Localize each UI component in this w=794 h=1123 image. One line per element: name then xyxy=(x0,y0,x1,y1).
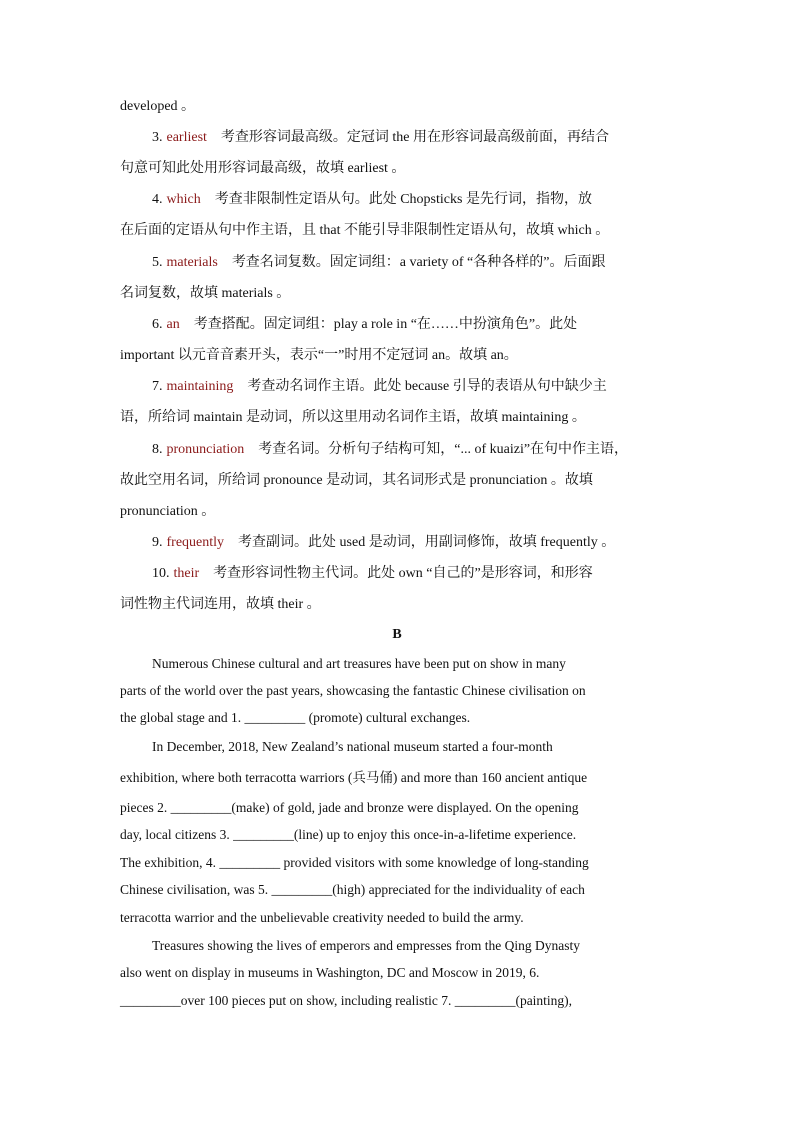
passage-line: also went on display in museums in Washington, DC and Moscow in 2019, 6. xyxy=(120,965,540,980)
passage-line: In December, 2018, New Zealand’s national museum started a four-month xyxy=(152,739,553,754)
answer-item-6: 6. an 考查搭配。固定词组：play a role in “在……中扮演角色”。此处 xyxy=(152,317,578,332)
answer-word: pronunciation xyxy=(166,442,245,457)
answer-item-5: 5. materials 考查名词复数。固定词组：a variety of “各种各样的”。后面跟 xyxy=(152,255,606,270)
answer-word: frequently xyxy=(166,535,225,550)
section-heading: B xyxy=(392,627,402,642)
answer-line: 词性物主代词连用，故填 their 。 xyxy=(120,597,321,612)
answer-line: 故此空用名词，所给词 pronounce 是动词，其名词形式是 pronunciation 。故填 xyxy=(120,473,593,488)
passage-line: the global stage and 1. _________ (promote) cultural exchanges. xyxy=(120,710,471,725)
passage-line: Treasures showing the lives of emperors and empresses from the Qing Dynasty xyxy=(152,938,581,953)
passage-line: terracotta warrior and the unbelievable creativity needed to build the army. xyxy=(120,910,524,925)
answer-item-4: 4. which 考查非限制性定语从句。此处 Chopsticks 是先行词，指物，放 xyxy=(152,192,592,207)
answer-item-7: 7. maintaining 考查动名词作主语。此处 because 引导的表语从句中缺少主 xyxy=(152,379,607,394)
passage-line: Numerous Chinese cultural and art treasures have been put on show in many xyxy=(152,656,566,671)
passage-line: pieces 2. _________(make) of gold, jade and bronze were displayed. On the opening xyxy=(120,800,579,815)
answer-line: pronunciation 。 xyxy=(120,504,216,519)
answer-word: their xyxy=(173,566,200,581)
answer-line: important 以元音音素开头，表示“一”时用不定冠词 an。故填 an。 xyxy=(120,348,518,363)
passage-line: The exhibition, 4. _________ provided visitors with some knowledge of long-standing xyxy=(120,855,589,870)
passage-line: _________over 100 pieces put on show, including realistic 7. _________(painting), xyxy=(120,993,573,1008)
answer-word: which xyxy=(166,192,201,207)
answer-line: 名词复数，故填 materials 。 xyxy=(120,286,291,301)
answer-word: materials xyxy=(166,255,218,270)
passage-line: exhibition, where both terracotta warriors (兵马俑) and more than 160 ancient antique xyxy=(120,770,588,785)
answer-word: an xyxy=(166,317,180,332)
answer-item-9: 9. frequently 考查副词。此处 used 是动词，用副词修饰，故填 frequently 。 xyxy=(152,535,616,550)
passage-line: Chinese civilisation, was 5. _________(high) appreciated for the individuality of each xyxy=(120,882,585,897)
answer-item-10: 10. their 考查形容词性物主代词。此处 own “自己的”是形容词，和形容 xyxy=(152,566,593,581)
passage-line: parts of the world over the past years, showcasing the fantastic Chinese civilisation on xyxy=(120,683,586,698)
answer-word: maintaining xyxy=(166,379,234,394)
answer-line: developed 。 xyxy=(120,99,196,114)
answer-line: 句意可知此处用形容词最高级，故填 earliest 。 xyxy=(120,161,406,176)
answer-word: earliest xyxy=(166,130,207,145)
answer-item-8: 8. pronunciation 考查名词。分析句子结构可知，“... of kuaizi”在句中作主语， xyxy=(152,442,629,457)
answer-line: 在后面的定语从句中作主语，且 that 不能引导非限制性定语从句，故填 which 。 xyxy=(120,223,610,238)
passage-line: day, local citizens 3. _________(line) up to enjoy this once-in-a-lifetime experience. xyxy=(120,827,577,842)
answer-item-3: 3. earliest 考查形容词最高级。定冠词 the 用在形容词最高级前面，再结合 xyxy=(152,130,610,145)
answer-line: 语，所给词 maintain 是动词，所以这里用动名词作主语，故填 maintaining 。 xyxy=(120,410,586,425)
